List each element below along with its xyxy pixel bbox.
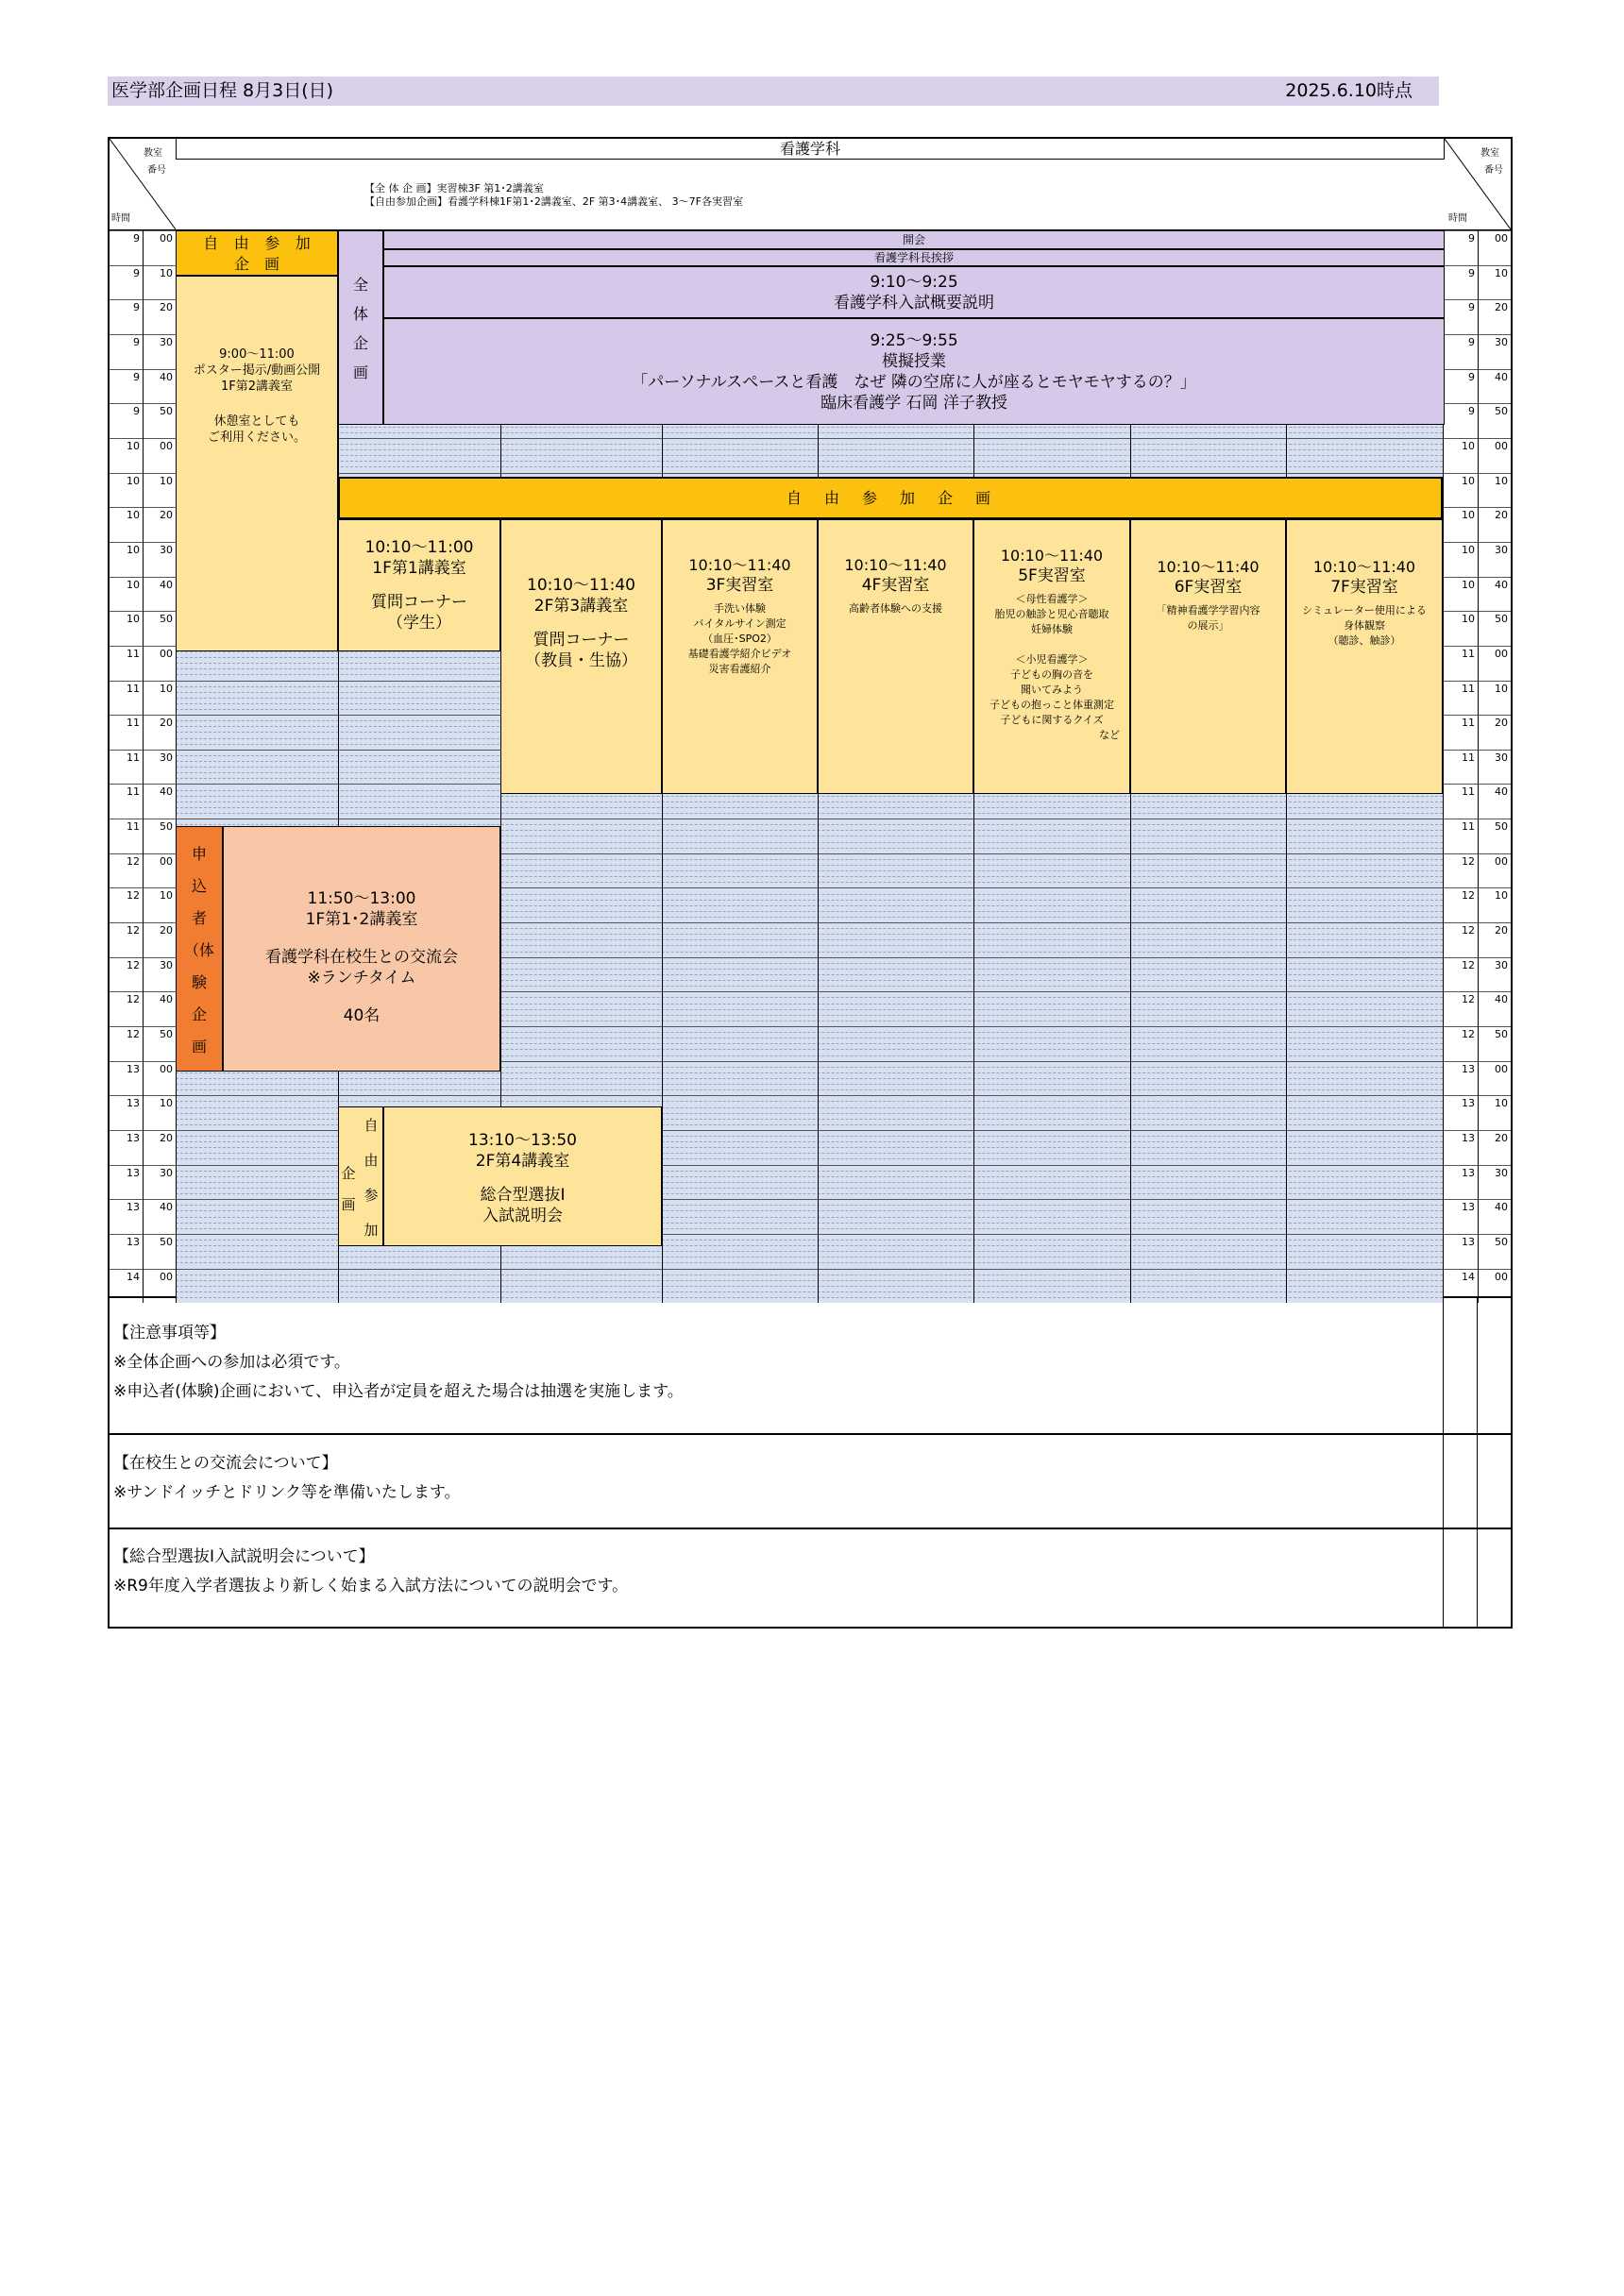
time-minute-right: 00 [1495, 1270, 1508, 1283]
all-label-char: 体 [352, 305, 368, 323]
grid-subline [176, 444, 1443, 445]
time-minute-right: 30 [1495, 1166, 1508, 1179]
note-block-exam [113, 1543, 628, 1601]
session-detail-line: 身体観察 [1344, 619, 1385, 632]
grid-subline [176, 796, 1443, 797]
grid-subline [176, 1251, 1443, 1252]
overview-title: 看護学科入試概要説明 [834, 293, 994, 312]
session-time: 10:10〜11:40 [1312, 558, 1416, 576]
apply-char: 込 [191, 876, 207, 895]
corner-number-label: 番号 [147, 165, 166, 176]
session-7F-lab [1286, 519, 1443, 794]
time-hour-right: 10 [1462, 439, 1475, 452]
exchange-session [223, 826, 500, 1072]
time-minute-left: 20 [160, 301, 173, 314]
session-1F-question-students [338, 519, 500, 651]
time-minute-right: 00 [1495, 232, 1508, 245]
time-hour-right: 11 [1462, 682, 1475, 695]
time-hour-right: 9 [1468, 335, 1475, 348]
grid-subline [176, 1078, 1443, 1079]
time-hour-left: 12 [127, 1027, 140, 1040]
grid-row-line [110, 1130, 1511, 1131]
time-minute-left: 50 [160, 1027, 173, 1040]
time-minute-right: 40 [1495, 1201, 1508, 1214]
time-minute-right: 20 [1495, 509, 1508, 522]
time-hour-right: 9 [1468, 370, 1475, 383]
time-minute-right: 10 [1495, 474, 1508, 487]
time-minute-left: 00 [160, 439, 173, 452]
time-minute-right: 30 [1495, 335, 1508, 348]
note-line: ※申込者(体験)企画において、申込者が定員を超えた場合は抽選を実施します。 [113, 1382, 684, 1401]
time-hour-left: 11 [127, 717, 140, 730]
note-block-exchange [113, 1449, 461, 1508]
time-minute-right: 20 [1495, 924, 1508, 937]
time-minute-right: 00 [1495, 647, 1508, 660]
time-hour-right: 10 [1462, 474, 1475, 487]
time-minute-left: 10 [160, 474, 173, 487]
notes-divider-h1 [110, 1433, 1511, 1435]
note-title: 【在校生との交流会について】 [113, 1454, 338, 1473]
time-minute-left: 20 [160, 924, 173, 937]
mock-subject: 「パーソナルスペースと看護 なぜ 隣の空席に人が座るとモヤモヤするの？」 [632, 372, 1196, 392]
time-hour-left: 12 [127, 889, 140, 903]
free2-label [338, 1106, 383, 1246]
time-minute-right: 10 [1495, 682, 1508, 695]
time-minute-right: 40 [1495, 785, 1508, 799]
poster-rest-2: ご利用ください。 [207, 430, 306, 445]
time-minute-left: 10 [160, 1097, 173, 1110]
session-detail-line: 子どもの抱っこと体重測定 [990, 699, 1114, 711]
header-date: 2025.6.10時点 [1285, 80, 1413, 101]
grid-subline [176, 1280, 1443, 1281]
session-time: 10:10〜11:40 [688, 556, 791, 574]
time-hour-left: 13 [127, 1131, 140, 1144]
free2-char: 由 [364, 1152, 379, 1169]
session-detail-line: 基礎看護学紹介ビデオ [687, 648, 792, 660]
apply-char: 企 [191, 1004, 207, 1023]
poster-desc: ポスター掲示/動画公開 [193, 363, 321, 378]
time-minute-left: 00 [160, 232, 173, 245]
grid-subline [176, 449, 1443, 450]
session-room: 3F実習室 [705, 576, 774, 595]
all-label-char: 企 [352, 334, 368, 352]
time-minute-left: 40 [160, 785, 173, 799]
exchange-room: 1F第1･2講義室 [305, 910, 418, 929]
grid-subline [176, 1286, 1443, 1287]
time-hour-right: 13 [1462, 1131, 1475, 1144]
apply-char: 画 [191, 1037, 207, 1055]
exam-room: 2F第4講義室 [475, 1152, 570, 1171]
time-minute-left: 00 [160, 1270, 173, 1283]
time-minute-right: 50 [1495, 1235, 1508, 1248]
time-hour-right: 12 [1462, 924, 1475, 937]
session-room: 1F第1講義室 [372, 559, 466, 578]
time-hour-right: 12 [1462, 854, 1475, 868]
time-hour-left: 9 [133, 335, 140, 348]
session-time: 10:10〜11:40 [1157, 558, 1260, 576]
grid-subline [176, 427, 1443, 428]
time-hour-right: 13 [1462, 1166, 1475, 1179]
time-minute-right: 00 [1495, 1062, 1508, 1075]
session-time: 10:10〜11:40 [1000, 547, 1104, 565]
notes-divider-v1 [1443, 1298, 1444, 1627]
session-line: 質問コーナー [533, 631, 630, 650]
time-hour-left: 14 [127, 1270, 140, 1283]
all-label-char: 画 [352, 363, 368, 381]
exchange-capacity: 40名 [343, 1006, 381, 1025]
time-minute-right: 30 [1495, 543, 1508, 556]
note-block-caution [113, 1319, 684, 1407]
time-hour-left: 9 [133, 232, 140, 245]
time-hour-right: 9 [1468, 266, 1475, 279]
mock-time: 9:25〜9:55 [870, 330, 958, 350]
corner-time-label: 時間 [111, 213, 130, 224]
time-minute-left: 10 [160, 266, 173, 279]
all-program-label [338, 230, 383, 425]
time-minute-right: 50 [1495, 405, 1508, 418]
exchange-time: 11:50〜13:00 [307, 889, 416, 908]
note-line: ※全体企画への参加は必須です。 [113, 1353, 350, 1372]
session-detail-line: 手洗い体験 [714, 602, 766, 615]
time-minute-right: 40 [1495, 993, 1508, 1006]
session-line: 質問コーナー [371, 593, 467, 612]
poster-room: 1F第2講義室 [220, 380, 294, 394]
time-hour-left: 9 [133, 266, 140, 279]
grid-row-line [110, 1234, 1511, 1235]
time-hour-right: 11 [1462, 820, 1475, 833]
free2-side-char: 画 [341, 1196, 356, 1213]
time-minute-right: 40 [1495, 578, 1508, 591]
time-minute-left: 30 [160, 543, 173, 556]
session-detail-line: シミュレーター使用による [1302, 604, 1427, 616]
session-detail-line: 妊婦体験 [1031, 623, 1073, 635]
time-hour-left: 13 [127, 1062, 140, 1075]
time-hour-left: 9 [133, 370, 140, 383]
time-hour-left: 13 [127, 1097, 140, 1110]
time-hour-right: 12 [1462, 889, 1475, 903]
free-header-char: 由 [233, 234, 249, 252]
department-title: 看護学科 [176, 139, 1445, 160]
session-room: 4F実習室 [861, 576, 930, 595]
time-hour-right: 10 [1462, 578, 1475, 591]
session-detail-line: 子どもの胸の音を [1010, 668, 1093, 681]
time-minute-right: 40 [1495, 370, 1508, 383]
time-minute-right: 20 [1495, 1131, 1508, 1144]
time-hour-left: 10 [127, 578, 140, 591]
note-title: 【総合型選抜Ⅰ入試説明会について】 [113, 1547, 375, 1566]
time-hour-right: 10 [1462, 613, 1475, 626]
time-hour-right: 13 [1462, 1235, 1475, 1248]
overview-time: 9:10〜9:25 [870, 272, 958, 292]
time-minute-right: 00 [1495, 854, 1508, 868]
session-line: （教員・生協） [525, 651, 637, 670]
session-detail-line: 胎児の触診と児心音聴取 [994, 608, 1109, 620]
time-hour-right: 11 [1462, 785, 1475, 799]
note-line: ※サンドイッチとドリンク等を準備いたします。 [113, 1483, 461, 1502]
note-line: ※R9年度入学者選抜より新しく始まる入試方法についての説明会です。 [113, 1577, 629, 1595]
session-detail-line: ＜母性看護学＞ [1015, 593, 1089, 605]
time-hour-left: 9 [133, 405, 140, 418]
session-detail-line: 聞いてみよう [1021, 684, 1083, 696]
time-hour-left: 12 [127, 854, 140, 868]
grid-subline [176, 1084, 1443, 1085]
grid-subline [176, 461, 1443, 462]
free2-char: 参 [364, 1187, 379, 1204]
free2-char: 自 [364, 1117, 379, 1134]
time-hour-right: 9 [1468, 301, 1475, 314]
free-header-char: 加 [295, 234, 311, 252]
opening-cell: 開会 [383, 230, 1445, 249]
session-detail-line: 「精神看護学学習内容 [1156, 604, 1260, 616]
time-hour-left: 12 [127, 924, 140, 937]
session-5F-lab [973, 519, 1130, 794]
overview-cell [383, 266, 1445, 318]
time-minute-left: 20 [160, 509, 173, 522]
poster-exhibit-box [176, 276, 338, 651]
session-detail-line: 高齢者体験への支援 [849, 602, 942, 615]
apply-char: 験 [191, 972, 207, 991]
time-hour-right: 11 [1462, 647, 1475, 660]
free-header-char: 参 [264, 234, 280, 252]
time-minute-left: 50 [160, 613, 173, 626]
time-hour-right: 10 [1462, 509, 1475, 522]
mock-title: 模擬授業 [882, 351, 946, 371]
time-hour-left: 9 [133, 301, 140, 314]
venue-line-all: 【全 体 企 画】実習棟3F 第1･2講義室 [364, 182, 544, 194]
session-room: 5F実習室 [1018, 566, 1086, 585]
time-hour-left: 13 [127, 1201, 140, 1214]
notes-divider-h2 [110, 1528, 1511, 1529]
greeting-cell: 看護学科長挨拶 [383, 249, 1445, 266]
time-hour-right: 9 [1468, 405, 1475, 418]
free-banner: 自 由 参 加 企 画 [338, 477, 1443, 519]
exam-line: 総合型選抜Ⅰ [480, 1186, 566, 1205]
session-room: 2F第3講義室 [533, 597, 629, 616]
time-minute-right: 10 [1495, 889, 1508, 903]
time-minute-left: 40 [160, 578, 173, 591]
session-detail-tail: など [1099, 729, 1120, 741]
session-detail-line: ＜小児看護学＞ [1015, 653, 1089, 666]
time-hour-left: 13 [127, 1235, 140, 1248]
header-bar [108, 76, 1439, 106]
grid-row-line [110, 1269, 1511, 1270]
apply-char: （体 [183, 940, 214, 959]
free2-char: 加 [364, 1222, 379, 1239]
apply-char: 申 [191, 844, 207, 863]
mock-lecturer: 臨床看護学 石岡 洋子教授 [820, 393, 1007, 413]
time-minute-left: 30 [160, 958, 173, 971]
time-minute-left: 00 [160, 647, 173, 660]
grid-subline [176, 455, 1443, 456]
time-hour-left: 10 [127, 439, 140, 452]
session-6F-lab [1130, 519, 1286, 794]
time-col-line [143, 230, 144, 1303]
session-line: （学生） [387, 614, 451, 633]
session-3F-lab [662, 519, 818, 794]
mock-class-cell [383, 318, 1445, 425]
session-detail-line: の展示」 [1187, 619, 1229, 632]
time-minute-left: 30 [160, 751, 173, 764]
time-hour-left: 11 [127, 682, 140, 695]
session-detail-line: （聴診、触診） [1328, 634, 1401, 647]
time-minute-right: 50 [1495, 613, 1508, 626]
session-time: 10:10〜11:40 [844, 556, 947, 574]
venue-line-free: 【自由参加企画】看護学科棟1F第1･2講義室、2F 第3･4講義室、 3〜7F各実習室 [364, 195, 743, 208]
session-time: 10:10〜11:40 [527, 576, 635, 595]
grid-subline [176, 1072, 1443, 1073]
time-hour-left: 10 [127, 543, 140, 556]
time-hour-right: 12 [1462, 958, 1475, 971]
grid-subline [176, 807, 1443, 808]
time-hour-left: 10 [127, 613, 140, 626]
grid-row-line [110, 1199, 1511, 1200]
session-detail-line: 子どもに関するクイズ [1000, 714, 1104, 726]
corner-time-label-right: 時間 [1448, 213, 1467, 224]
time-hour-left: 11 [127, 647, 140, 660]
session-detail-line: 災害看護紹介 [708, 663, 771, 675]
poster-rest-1: 休憩室としても [213, 414, 300, 429]
free2-side-char: 企 [341, 1165, 356, 1182]
corner-number-label-right: 番号 [1484, 165, 1503, 176]
time-minute-left: 30 [160, 335, 173, 348]
grid-subline [176, 432, 1443, 433]
all-label-char: 全 [352, 276, 368, 294]
time-hour-left: 12 [127, 993, 140, 1006]
grid-subline [176, 1101, 1443, 1102]
time-minute-left: 00 [160, 854, 173, 868]
session-detail-line: バイタルサイン測定 [693, 617, 787, 630]
time-hour-right: 11 [1462, 717, 1475, 730]
time-col-line [1478, 230, 1479, 1303]
time-minute-left: 50 [160, 820, 173, 833]
time-hour-left: 10 [127, 509, 140, 522]
time-minute-left: 50 [160, 405, 173, 418]
time-minute-left: 40 [160, 1201, 173, 1214]
free-header [176, 230, 338, 276]
time-minute-left: 20 [160, 717, 173, 730]
time-minute-right: 10 [1495, 266, 1508, 279]
session-time: 10:10〜11:00 [364, 538, 474, 557]
time-minute-left: 30 [160, 1166, 173, 1179]
grid-subline [176, 1257, 1443, 1258]
time-minute-left: 40 [160, 370, 173, 383]
time-minute-left: 20 [160, 1131, 173, 1144]
time-minute-right: 00 [1495, 439, 1508, 452]
time-minute-right: 20 [1495, 717, 1508, 730]
time-hour-right: 9 [1468, 232, 1475, 245]
session-room: 7F実習室 [1330, 578, 1398, 597]
free-header-line2: 企 画 [233, 255, 279, 273]
time-hour-right: 12 [1462, 1027, 1475, 1040]
time-hour-right: 13 [1462, 1097, 1475, 1110]
time-hour-right: 13 [1462, 1201, 1475, 1214]
exam-line: 入試説明会 [482, 1207, 563, 1225]
time-hour-left: 12 [127, 958, 140, 971]
notes-divider-v2 [1477, 1298, 1478, 1627]
time-minute-left: 10 [160, 682, 173, 695]
time-minute-left: 40 [160, 993, 173, 1006]
time-hour-left: 11 [127, 751, 140, 764]
time-minute-left: 50 [160, 1235, 173, 1248]
grid-subline [176, 466, 1443, 467]
header-title: 医学部企画日程 8月3日(日) [111, 80, 334, 101]
time-hour-left: 13 [127, 1166, 140, 1179]
session-room: 6F実習室 [1174, 578, 1243, 597]
corner-room-label-right: 教室 [1480, 148, 1499, 159]
time-hour-left: 11 [127, 785, 140, 799]
time-minute-left: 10 [160, 889, 173, 903]
grid-subline [176, 813, 1443, 814]
time-minute-right: 30 [1495, 958, 1508, 971]
note-title: 【注意事項等】 [113, 1324, 226, 1342]
grid-row-line [110, 1165, 1511, 1166]
time-minute-right: 50 [1495, 820, 1508, 833]
grid-row-line [110, 1095, 1511, 1096]
time-hour-right: 14 [1462, 1270, 1475, 1283]
session-detail-line: （血圧･SPO2） [702, 633, 777, 645]
poster-time: 9:00〜11:00 [219, 347, 295, 362]
grid-subline [176, 1262, 1443, 1263]
session-4F-lab [818, 519, 973, 794]
session-2F-question-staff [500, 519, 662, 794]
apply-char: 者 [191, 908, 207, 927]
time-minute-right: 50 [1495, 1027, 1508, 1040]
time-hour-right: 13 [1462, 1062, 1475, 1075]
session-detail-line [974, 637, 1129, 652]
time-hour-right: 11 [1462, 751, 1475, 764]
time-hour-right: 10 [1462, 543, 1475, 556]
grid-subline [176, 1089, 1443, 1090]
time-minute-right: 20 [1495, 301, 1508, 314]
time-hour-left: 11 [127, 820, 140, 833]
time-minute-right: 30 [1495, 751, 1508, 764]
exam-briefing-session [383, 1106, 662, 1246]
corner-room-label: 教室 [144, 148, 162, 159]
free-header-char: 自 [203, 234, 219, 252]
time-minute-left: 00 [160, 1062, 173, 1075]
time-minute-right: 10 [1495, 1097, 1508, 1110]
time-hour-right: 12 [1462, 993, 1475, 1006]
exchange-title: 看護学科在校生との交流会 [265, 948, 458, 967]
application-experience-label [176, 826, 223, 1072]
exam-time: 13:10〜13:50 [468, 1131, 577, 1150]
time-hour-left: 10 [127, 474, 140, 487]
venue-info [364, 182, 743, 209]
exchange-sub: ※ランチタイム [307, 969, 416, 988]
